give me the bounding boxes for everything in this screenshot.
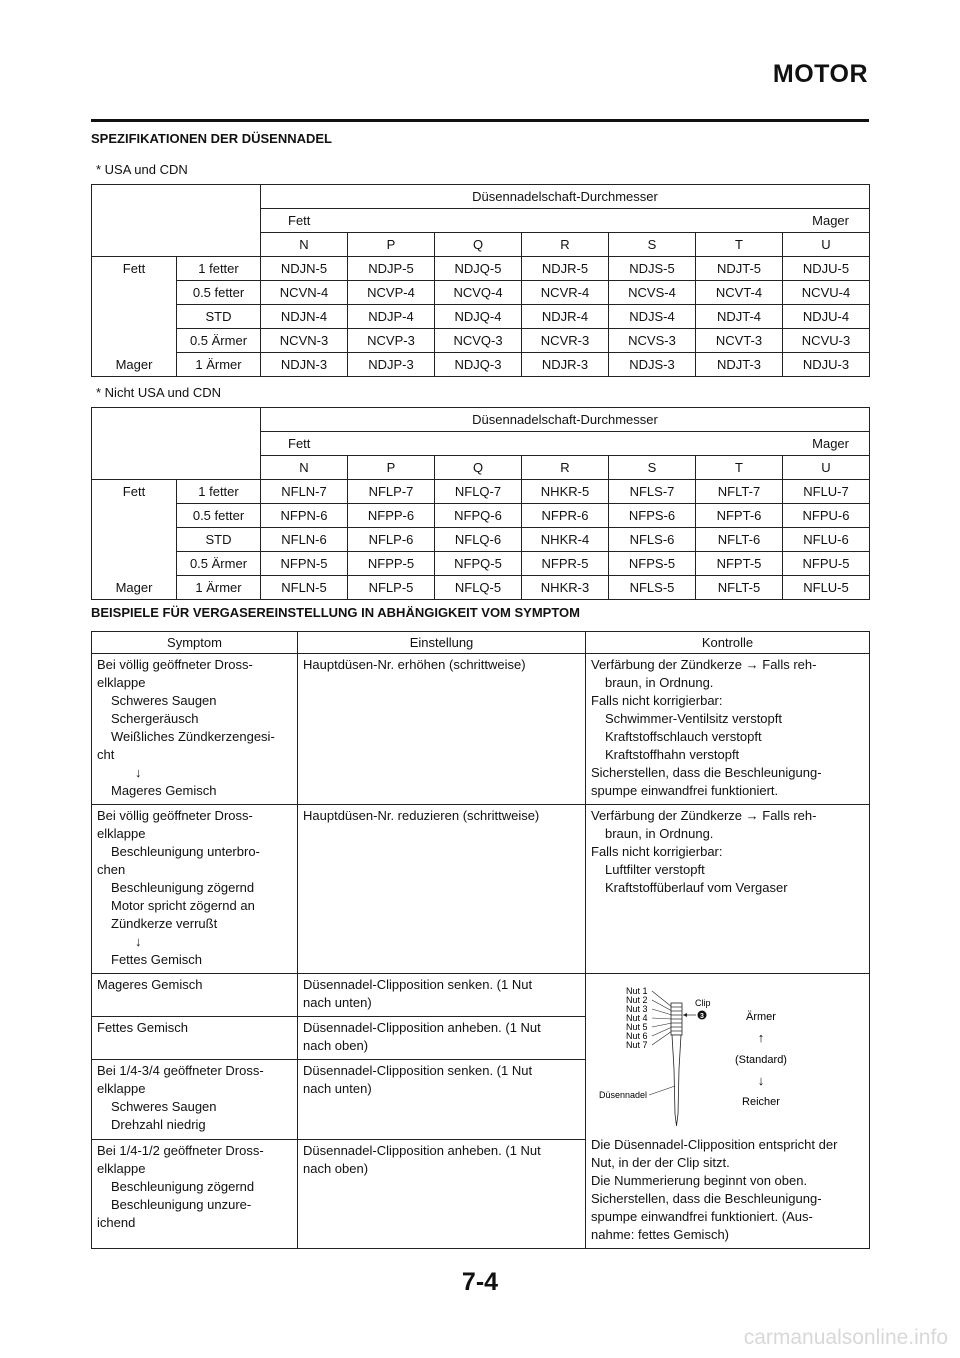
cell: NFLN-6 <box>261 528 348 552</box>
table-row <box>92 305 870 329</box>
table-row <box>92 528 870 552</box>
needle-table-usa <box>91 184 870 377</box>
text-line: Verfärbung der Zündkerze → Falls reh- <box>591 808 817 823</box>
einstellung-cell: Hauptdüsen-Nr. erhöhen (schrittweise) <box>298 654 586 805</box>
text-line: Kraftstoffüberlauf vom Vergaser <box>605 880 788 895</box>
text-line: Motor spricht zögernd an <box>111 898 255 913</box>
fett-mager-row <box>261 432 870 456</box>
column-header: R <box>522 456 609 480</box>
watermark: carmanualsonline.info <box>743 1326 948 1349</box>
cell: NDJQ-5 <box>435 257 522 281</box>
text-line: Beschleunigung zögernd <box>111 880 255 895</box>
clip-arrowhead-icon <box>683 1013 687 1017</box>
table-corner <box>92 408 261 480</box>
column-header: P <box>348 233 435 257</box>
groove-label: Nut 2 <box>626 995 648 1005</box>
cell: NDJP-5 <box>348 257 435 281</box>
text-line: Drehzahl niedrig <box>111 1117 206 1132</box>
cell: NFLP-7 <box>348 480 435 504</box>
text-line: elklappe <box>97 675 146 690</box>
table-row <box>92 504 870 528</box>
side-label <box>92 528 177 552</box>
cell: NDJN-3 <box>261 353 348 377</box>
text-line: elklappe <box>97 1161 146 1176</box>
cell: NCVN-3 <box>261 329 348 353</box>
text-line: Verfärbung der Zündkerze → Falls reh- <box>591 657 817 672</box>
cell: NCVN-4 <box>261 281 348 305</box>
needle-label: Düsennadel <box>599 1090 648 1100</box>
cell: NFLU-5 <box>783 576 870 600</box>
cell: NCVT-4 <box>696 281 783 305</box>
cell: NFLS-6 <box>609 528 696 552</box>
table-row <box>92 805 870 974</box>
text-line: Bei völlig geöffneter Dross- <box>97 657 253 672</box>
cell: NCVP-3 <box>348 329 435 353</box>
clip-label: Clip <box>695 998 711 1008</box>
cell: NDJS-5 <box>609 257 696 281</box>
text-line: Falls nicht korrigierbar: <box>591 693 723 708</box>
text-line: ichend <box>97 1215 136 1230</box>
column-header: U <box>783 233 870 257</box>
arrow-down-icon: ↓ <box>757 1073 765 1088</box>
column-header: S <box>609 456 696 480</box>
side-label: Mager <box>92 576 177 600</box>
text-line: Fettes Gemisch <box>111 952 203 967</box>
text-line: Weißliches Zündkerzengesi- <box>111 729 275 744</box>
cell: NFPQ-6 <box>435 504 522 528</box>
text-line: nahme: fettes Gemisch) <box>591 1227 729 1242</box>
fett-label: Fett <box>288 436 311 451</box>
cell: NFLN-7 <box>261 480 348 504</box>
column-header: N <box>261 456 348 480</box>
text-line: Beschleunigung unzure- <box>111 1197 252 1212</box>
column-header: P <box>348 456 435 480</box>
cell: NFLU-7 <box>783 480 870 504</box>
text-line: nach oben) <box>303 1161 369 1176</box>
cell: NDJT-3 <box>696 353 783 377</box>
text-line: Sicherstellen, dass die Beschleunigung- <box>591 765 822 780</box>
cell: NDJS-4 <box>609 305 696 329</box>
table-row <box>92 576 870 600</box>
cell: NFLT-6 <box>696 528 783 552</box>
cell: NCVR-4 <box>522 281 609 305</box>
text-line: Beschleunigung unterbro- <box>111 844 260 859</box>
needle-table-non-usa <box>91 407 870 600</box>
shaft-label: Düsennadelschaft-Durchmesser <box>261 408 870 432</box>
side-label <box>92 504 177 528</box>
text-line: Schweres Saugen <box>111 1099 217 1114</box>
header-symptom: Symptom <box>92 632 298 654</box>
cell: NDJQ-3 <box>435 353 522 377</box>
cell: NFPP-6 <box>348 504 435 528</box>
text-line: Bei 1/4-1/2 geöffneter Dross- <box>97 1143 264 1158</box>
text-line: Nut, in der der Clip sitzt. <box>591 1155 730 1170</box>
cell: NFPR-5 <box>522 552 609 576</box>
header-kontrolle: Kontrolle <box>586 632 870 654</box>
cell: NDJN-5 <box>261 257 348 281</box>
text-line: Die Nummerierung beginnt von oben. <box>591 1173 808 1188</box>
needle-diagram-cell <box>586 974 870 1249</box>
cell: NFPT-5 <box>696 552 783 576</box>
cell: NFPU-5 <box>783 552 870 576</box>
cell: NDJU-5 <box>783 257 870 281</box>
text-line: Schergeräusch <box>111 711 199 726</box>
groove-label: Nut 1 <box>626 986 648 996</box>
table-row <box>92 281 870 305</box>
fett-label: Fett <box>288 213 311 228</box>
cell: NFLN-5 <box>261 576 348 600</box>
column-header: T <box>696 456 783 480</box>
text-line: Sicherstellen, dass die Beschleunigung- <box>591 1191 822 1206</box>
cell: NCVR-3 <box>522 329 609 353</box>
text-line: Schweres Saugen <box>111 693 217 708</box>
section-title-needle-specs: SPEZIFIKATIONEN DER DÜSENNADEL <box>91 131 332 146</box>
text-line: Schwimmer-Ventilsitz verstopft <box>605 711 782 726</box>
text-line: Kraftstoffschlauch verstopft <box>605 729 762 744</box>
cell: NDJN-4 <box>261 305 348 329</box>
note-non-usa: * Nicht USA und CDN <box>96 385 221 400</box>
column-header: Q <box>435 233 522 257</box>
cell: NDJR-4 <box>522 305 609 329</box>
cell: NFPS-5 <box>609 552 696 576</box>
text-line: Bei völlig geöffneter Dross- <box>97 808 253 823</box>
cell: NFLQ-7 <box>435 480 522 504</box>
cell: NDJU-3 <box>783 353 870 377</box>
needle-leader <box>649 1086 675 1095</box>
groove-label: Nut 4 <box>626 1013 648 1023</box>
groove-leader-lines <box>652 991 672 1045</box>
step-label: 1 Ärmer <box>177 353 261 377</box>
cell: NDJQ-4 <box>435 305 522 329</box>
table-row <box>92 654 870 805</box>
side-label <box>92 329 177 353</box>
text-line: nach unten) <box>303 995 372 1010</box>
cell: NHKR-4 <box>522 528 609 552</box>
text-line: Kraftstoffhahn verstopft <box>605 747 740 762</box>
side-label <box>92 305 177 329</box>
cell: NFLP-5 <box>348 576 435 600</box>
column-header: R <box>522 233 609 257</box>
text-line: braun, in Ordnung. <box>605 826 714 841</box>
step-label: 0.5 Ärmer <box>177 552 261 576</box>
cell: NDJP-4 <box>348 305 435 329</box>
clip-number: 3 <box>700 1013 704 1020</box>
reicher-label: Reicher <box>742 1096 780 1108</box>
jet-needle-diagram <box>586 974 869 1134</box>
column-header: N <box>261 233 348 257</box>
text-line: Falls nicht korrigierbar: <box>591 844 723 859</box>
note-usa: * USA und CDN <box>96 162 188 177</box>
table-row <box>92 353 870 377</box>
cell: NCVQ-3 <box>435 329 522 353</box>
side-label: Fett <box>92 480 177 504</box>
side-label: Fett <box>92 257 177 281</box>
cell: NFLS-7 <box>609 480 696 504</box>
text-line: Zündkerze verrußt <box>111 916 218 931</box>
table-row <box>92 552 870 576</box>
column-header: U <box>783 456 870 480</box>
cell: NFLQ-5 <box>435 576 522 600</box>
table-row <box>92 480 870 504</box>
step-label: STD <box>177 305 261 329</box>
groove-label: Nut 6 <box>626 1031 648 1041</box>
text-line: Mageres Gemisch <box>111 783 217 798</box>
armer-label: Ärmer <box>746 1011 776 1023</box>
text-line: spumpe einwandfrei funktioniert. <box>591 783 779 798</box>
cell: NFPU-6 <box>783 504 870 528</box>
cell: NCVT-3 <box>696 329 783 353</box>
column-header: Q <box>435 456 522 480</box>
step-label: 0.5 fetter <box>177 281 261 305</box>
cell: NCVU-3 <box>783 329 870 353</box>
fett-mager-row <box>261 209 870 233</box>
einstellung-cell: Hauptdüsen-Nr. reduzieren (schrittweise) <box>298 805 586 974</box>
step-label: 0.5 Ärmer <box>177 329 261 353</box>
symptom-cell: Fettes Gemisch <box>92 1017 298 1060</box>
cell: NFPN-6 <box>261 504 348 528</box>
cell: NHKR-5 <box>522 480 609 504</box>
cell: NFPS-6 <box>609 504 696 528</box>
cell: NFPP-5 <box>348 552 435 576</box>
text-line: elklappe <box>97 826 146 841</box>
cell: NFLQ-6 <box>435 528 522 552</box>
header-einstellung: Einstellung <box>298 632 586 654</box>
text-line: elklappe <box>97 1081 146 1096</box>
step-label: 1 Ärmer <box>177 576 261 600</box>
step-label: 1 fetter <box>177 257 261 281</box>
side-label <box>92 281 177 305</box>
cell: NFLU-6 <box>783 528 870 552</box>
arrow-down-icon: ↓ <box>135 934 142 949</box>
text-line: Beschleunigung zögernd <box>111 1179 255 1194</box>
table-row <box>92 974 870 1017</box>
groove-label: Nut 5 <box>626 1022 648 1032</box>
cell: NFPR-6 <box>522 504 609 528</box>
cell: NDJR-3 <box>522 353 609 377</box>
text-line: Luftfilter verstopft <box>605 862 705 877</box>
cell: NCVS-4 <box>609 281 696 305</box>
cell: NDJU-4 <box>783 305 870 329</box>
page-number: 7-4 <box>461 1268 499 1296</box>
cell: NFLP-6 <box>348 528 435 552</box>
header-rule <box>91 119 869 122</box>
arrow-down-icon: ↓ <box>135 765 142 780</box>
needle-shape <box>671 1003 682 1126</box>
column-header: S <box>609 233 696 257</box>
table-row <box>92 329 870 353</box>
cell: NFLT-5 <box>696 576 783 600</box>
text-line: cht <box>97 747 115 762</box>
cell: NCVP-4 <box>348 281 435 305</box>
table-row <box>92 257 870 281</box>
shaft-label: Düsennadelschaft-Durchmesser <box>261 185 870 209</box>
text-line: braun, in Ordnung. <box>605 675 714 690</box>
text-line: chen <box>97 862 126 877</box>
text-line: nach unten) <box>303 1081 372 1096</box>
text-line: Düsennadel-Clipposition senken. (1 Nut <box>303 1063 533 1078</box>
cell: NDJT-4 <box>696 305 783 329</box>
cell: NCVU-4 <box>783 281 870 305</box>
groove-label: Nut 3 <box>626 1004 648 1014</box>
column-header: T <box>696 233 783 257</box>
text-line: Die Düsennadel-Clipposition entspricht der <box>591 1137 838 1152</box>
cell: NDJP-3 <box>348 353 435 377</box>
step-label: 0.5 fetter <box>177 504 261 528</box>
step-label: STD <box>177 528 261 552</box>
page-header-title: MOTOR <box>772 60 868 88</box>
mager-label: Mager <box>812 213 849 228</box>
text-line: Bei 1/4-3/4 geöffneter Dross- <box>97 1063 264 1078</box>
cell: NCVS-3 <box>609 329 696 353</box>
symptom-cell: Mageres Gemisch <box>92 974 298 1017</box>
standard-label: (Standard) <box>735 1054 787 1066</box>
text-line: Düsennadel-Clipposition anheben. (1 Nut <box>303 1143 541 1158</box>
table-corner <box>92 185 261 257</box>
cell: NHKR-3 <box>522 576 609 600</box>
cell: NDJR-5 <box>522 257 609 281</box>
text-line: nach oben) <box>303 1038 369 1053</box>
cell: NFLS-5 <box>609 576 696 600</box>
cell: NFPT-6 <box>696 504 783 528</box>
cell: NDJT-5 <box>696 257 783 281</box>
groove-label: Nut 7 <box>626 1040 648 1050</box>
text-line: Düsennadel-Clipposition anheben. (1 Nut <box>303 1020 541 1035</box>
cell: NCVQ-4 <box>435 281 522 305</box>
text-line: Düsennadel-Clipposition senken. (1 Nut <box>303 977 533 992</box>
cell: NFPN-5 <box>261 552 348 576</box>
arrow-up-icon: ↑ <box>757 1030 765 1045</box>
section-title-symptoms: BEISPIELE FÜR VERGASEREINSTELLUNG IN ABHÄNGIGKEIT VOM SYMPTOM <box>91 605 580 620</box>
symptom-table <box>91 631 870 1249</box>
mager-label: Mager <box>812 436 849 451</box>
text-line: spumpe einwandfrei funktioniert. (Aus- <box>591 1209 813 1224</box>
step-label: 1 fetter <box>177 480 261 504</box>
cell: NFPQ-5 <box>435 552 522 576</box>
side-label <box>92 552 177 576</box>
cell: NFLT-7 <box>696 480 783 504</box>
side-label: Mager <box>92 353 177 377</box>
cell: NDJS-3 <box>609 353 696 377</box>
